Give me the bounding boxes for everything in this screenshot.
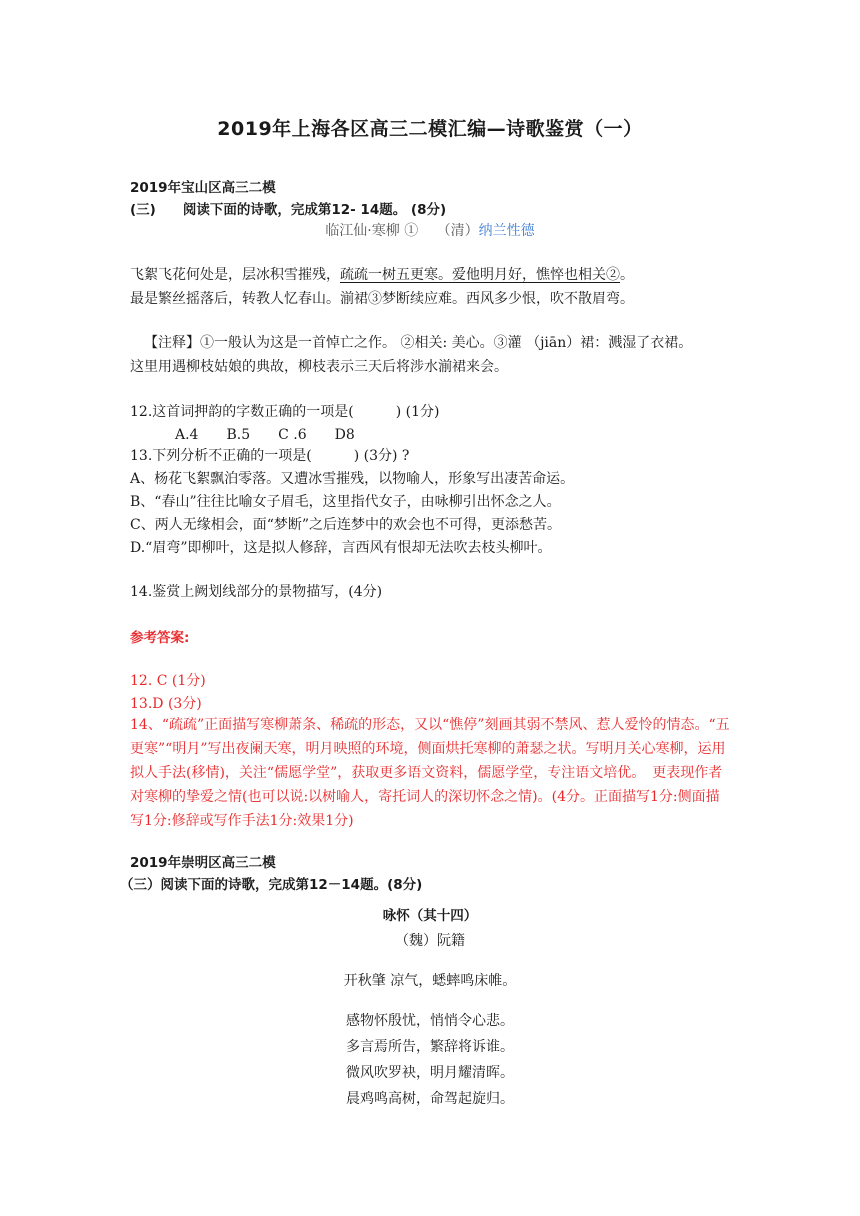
poem-author-link[interactable]: 纳兰性德 xyxy=(478,223,535,239)
poem-line-1-start: 飞絮飞花何处是，层冰积雪摧残， xyxy=(130,267,340,283)
answer-12: 12. C (1分) xyxy=(130,673,206,689)
poem2-line: 感物怀殷忧，悄悄令心悲。 xyxy=(346,1013,514,1029)
answer-heading: 参考答案: xyxy=(130,630,190,646)
poem-line-1 xyxy=(130,264,634,284)
poem-line-1-end: 。 xyxy=(620,267,634,283)
poem2-author: （魏）阮籍 xyxy=(395,933,465,949)
question-13-option-c: C、两人无缘相会，面“梦断”之后连梦中的欢会也不可得，更添愁苦。 xyxy=(130,517,562,533)
poem2-line: 晨鸡鸣高树，命驾起旋归。 xyxy=(346,1091,514,1107)
poem2-line: 多言焉所告，繁辞将诉谁。 xyxy=(346,1039,514,1055)
poem-title-line xyxy=(0,220,860,240)
question-13-option-b: B、“春山”往往比喻女子眉毛，这里指代女子，由咏柳引出怀念之人。 xyxy=(130,494,561,510)
notes-line-1: 【注释】①一般认为这是一首悼亡之作。 ②相关: 美心。③灌 （jiān）裙：溅湿了衣裙。 xyxy=(144,335,693,351)
section-heading-baoshan: 2019年宝山区高三二模 xyxy=(130,180,276,196)
answer-14: 14、“疏疏”正面描写寒柳萧条、稀疏的形态，又以“憔停”刻画其弱不禁风、惹人爱怜的情态。“五更寒”“明月”写出夜阑天寒，明月映照的环境，侧面烘托寒柳的萧瑟之状。写明月关心寒柳，运用拟人手法(移情)，关注“儒愿学堂”，获取更多语文资料，儒愿学堂，专注语文培优。 更表现作者对寒柳的挚爱之情(也可以说:以树喻人，寄托词人的深切怀念之情)。(4分。正面描写1分:侧面描写1分:修辞或写作手法1分:效果1分) xyxy=(130,717,730,829)
question-14: 14.鉴赏上阙划线部分的景物描写，(4分) xyxy=(130,584,383,600)
poem-author-era: （清） xyxy=(436,223,479,239)
question-12-options: A.4 B.5 C .6 D8 xyxy=(175,427,355,443)
notes-line-2: 这里用遇柳枝姑娘的典故，柳枝表示三天后将涉水湔裙来会。 xyxy=(130,359,508,375)
poem-line-2: 最是繁丝摇落后，转教人忆春山。湔裙③梦断续应难。西风多少恨，吹不散眉弯。 xyxy=(130,291,634,307)
poem-title: 临江仙·寒柳 ① xyxy=(325,223,419,239)
poem2-title: 咏怀（其十四） xyxy=(382,908,478,924)
question-13: 13.下列分析不正确的一项是( ) (3分) ? xyxy=(130,448,410,464)
poem-line-1-underlined: 疏疏一树五更寒。爱他明月好，憔悴也相关② xyxy=(340,267,620,283)
page-title: 2019年上海各区高三二模汇编—诗歌鉴赏（一） xyxy=(217,118,643,140)
poem2-line: 开秋肇 凉气，蟋蟀鸣床帷。 xyxy=(343,973,517,989)
poem2-line: 微风吹罗袂，明月耀清晖。 xyxy=(346,1065,514,1081)
section-heading-chongming: 2019年崇明区高三二模 xyxy=(130,855,276,871)
answer-13: 13.D (3分) xyxy=(130,696,202,712)
section-instruction-chongming: （三）阅读下面的诗歌，完成第12－14题。(8分) xyxy=(120,877,423,893)
question-13-option-d: D.“眉弯”即柳叶，这是拟人修辞，言西风有恨却无法吹去枝头柳叶。 xyxy=(130,540,552,556)
section-instruction-baoshan: (三) 阅读下面的诗歌，完成第12- 14题。 (8分) xyxy=(130,202,447,218)
question-12: 12.这首词押韵的字数正确的一项是( ) (1分) xyxy=(130,404,440,420)
question-13-option-a: A、杨花飞絮飘泊零落。又遭冰雪摧残，以物喻人，形象写出凄苦命运。 xyxy=(130,471,575,487)
